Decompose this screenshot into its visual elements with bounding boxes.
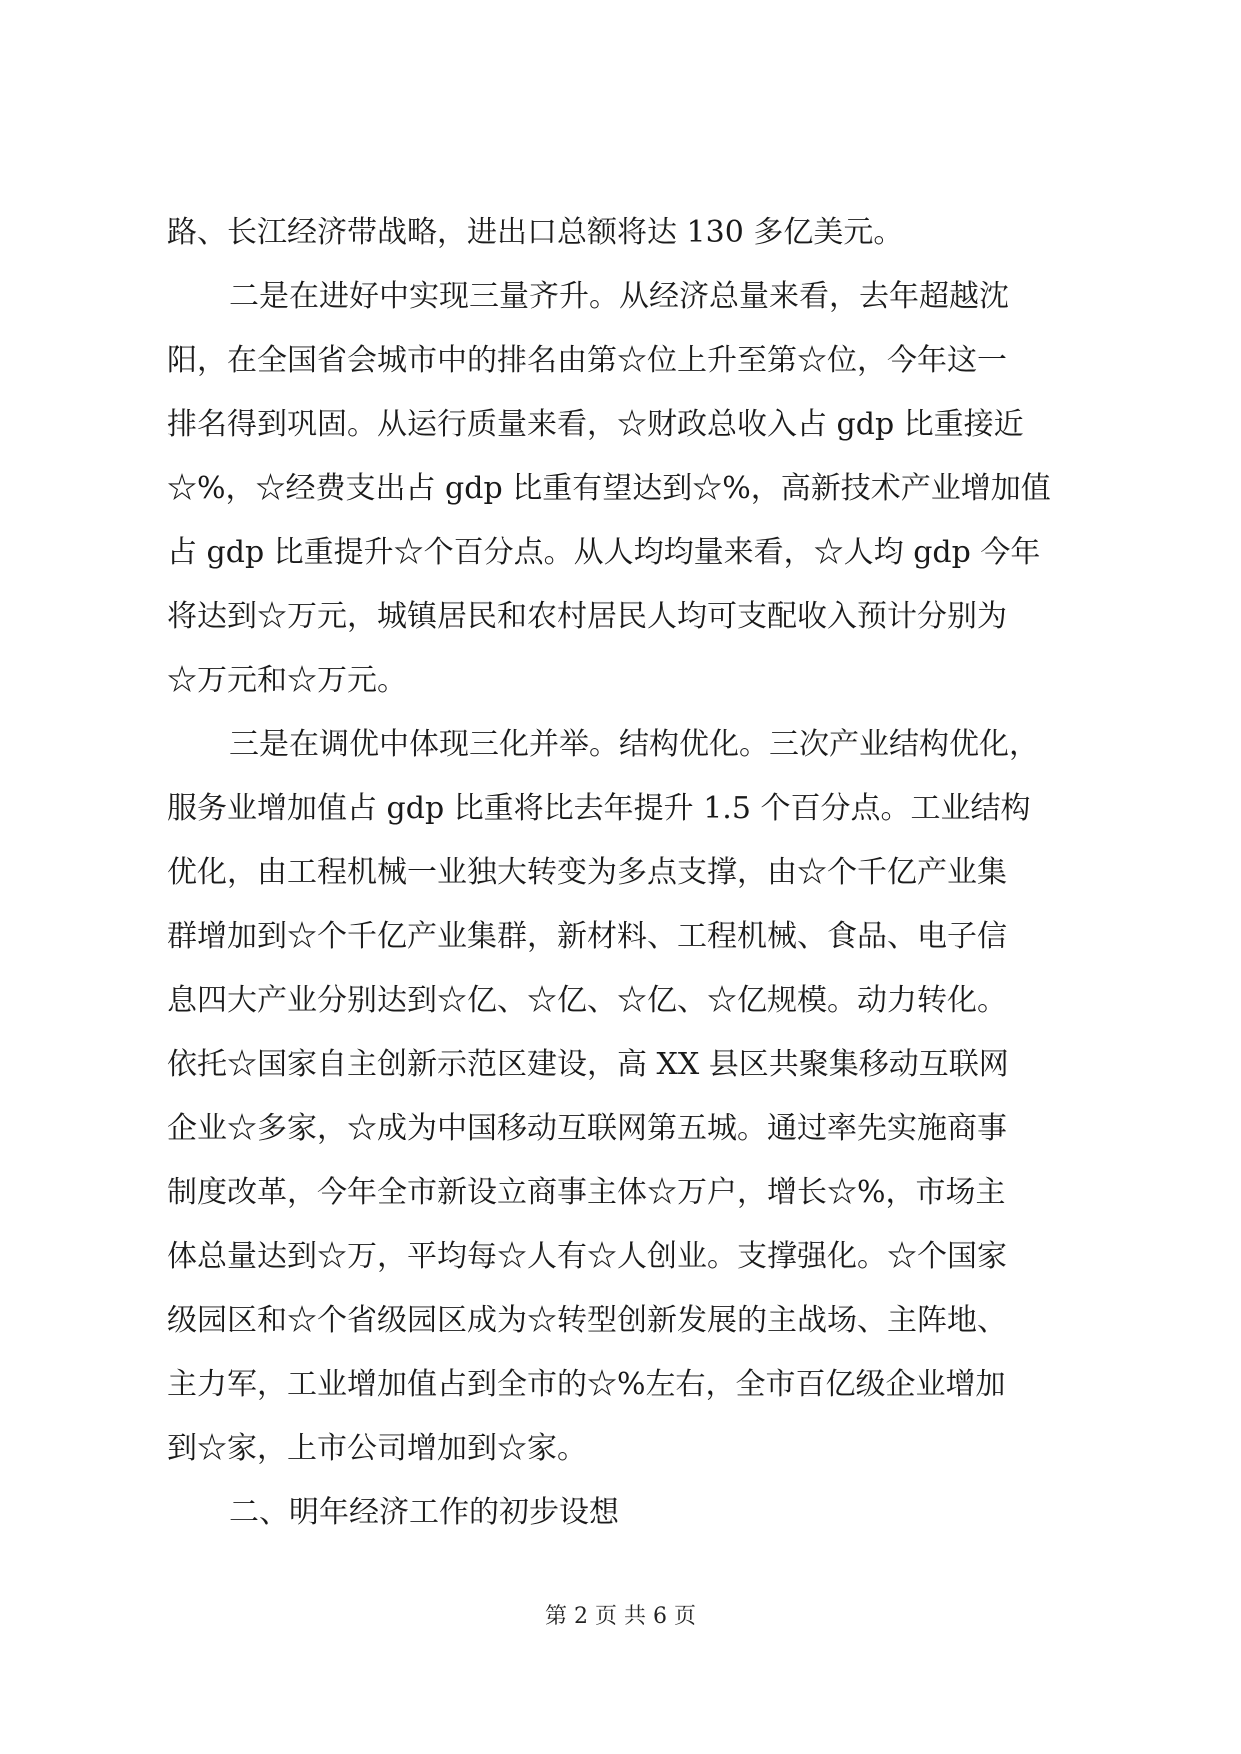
text-line: 排名得到巩固。从运行质量来看，☆财政总收入占 gdp 比重接近: [167, 407, 1024, 442]
text-line: 企业☆多家，☆成为中国移动互联网第五城。通过率先实施商事: [167, 1111, 1007, 1146]
document-body: [167, 201, 1097, 1545]
text-line: 服务业增加值占 gdp 比重将比去年提升 1.5 个百分点。工业结构: [167, 791, 1031, 826]
text-line: 占 gdp 比重提升☆个百分点。从人均均量来看，☆人均 gdp 今年: [167, 535, 1041, 570]
page-number-footer: 第 2 页 共 6 页: [545, 1604, 696, 1629]
text-line: ☆%，☆经费支出占 gdp 比重有望达到☆%，高新技术产业增加值: [167, 471, 1051, 506]
text-line: 级园区和☆个省级园区成为☆转型创新发展的主战场、主阵地、: [167, 1303, 1007, 1338]
paragraph-start-line: 二是在进好中实现三量齐升。从经济总量来看，去年超越沈: [229, 279, 1009, 314]
text-line: 将达到☆万元，城镇居民和农村居民人均可支配收入预计分别为: [167, 599, 1007, 634]
text-line: 到☆家，上市公司增加到☆家。: [167, 1431, 587, 1466]
text-line: 优化，由工程机械一业独大转变为多点支撑，由☆个千亿产业集: [167, 855, 1007, 890]
text-line: 主力军，工业增加值占到全市的☆%左右，全市百亿级企业增加: [167, 1367, 1006, 1402]
text-line: 体总量达到☆万，平均每☆人有☆人创业。支撑强化。☆个国家: [167, 1239, 1007, 1274]
text-line: 路、长江经济带战略，进出口总额将达 130 多亿美元。: [167, 215, 904, 250]
section-heading: 二、明年经济工作的初步设想: [229, 1495, 619, 1530]
text-line: 息四大产业分别达到☆亿、☆亿、☆亿、☆亿规模。动力转化。: [167, 983, 1007, 1018]
text-line: 制度改革，今年全市新设立商事主体☆万户，增长☆%，市场主: [167, 1175, 1006, 1210]
text-line: 阳，在全国省会城市中的排名由第☆位上升至第☆位，今年这一: [167, 343, 1007, 378]
text-line: ☆万元和☆万元。: [167, 663, 407, 698]
paragraph-start-line: 三是在调优中体现三化并举。结构优化。三次产业结构优化，: [229, 727, 1039, 762]
text-line: 群增加到☆个千亿产业集群，新材料、工程机械、食品、电子信: [167, 919, 1007, 954]
text-line: 依托☆国家自主创新示范区建设，高 XX 县区共聚集移动互联网: [167, 1047, 1009, 1082]
